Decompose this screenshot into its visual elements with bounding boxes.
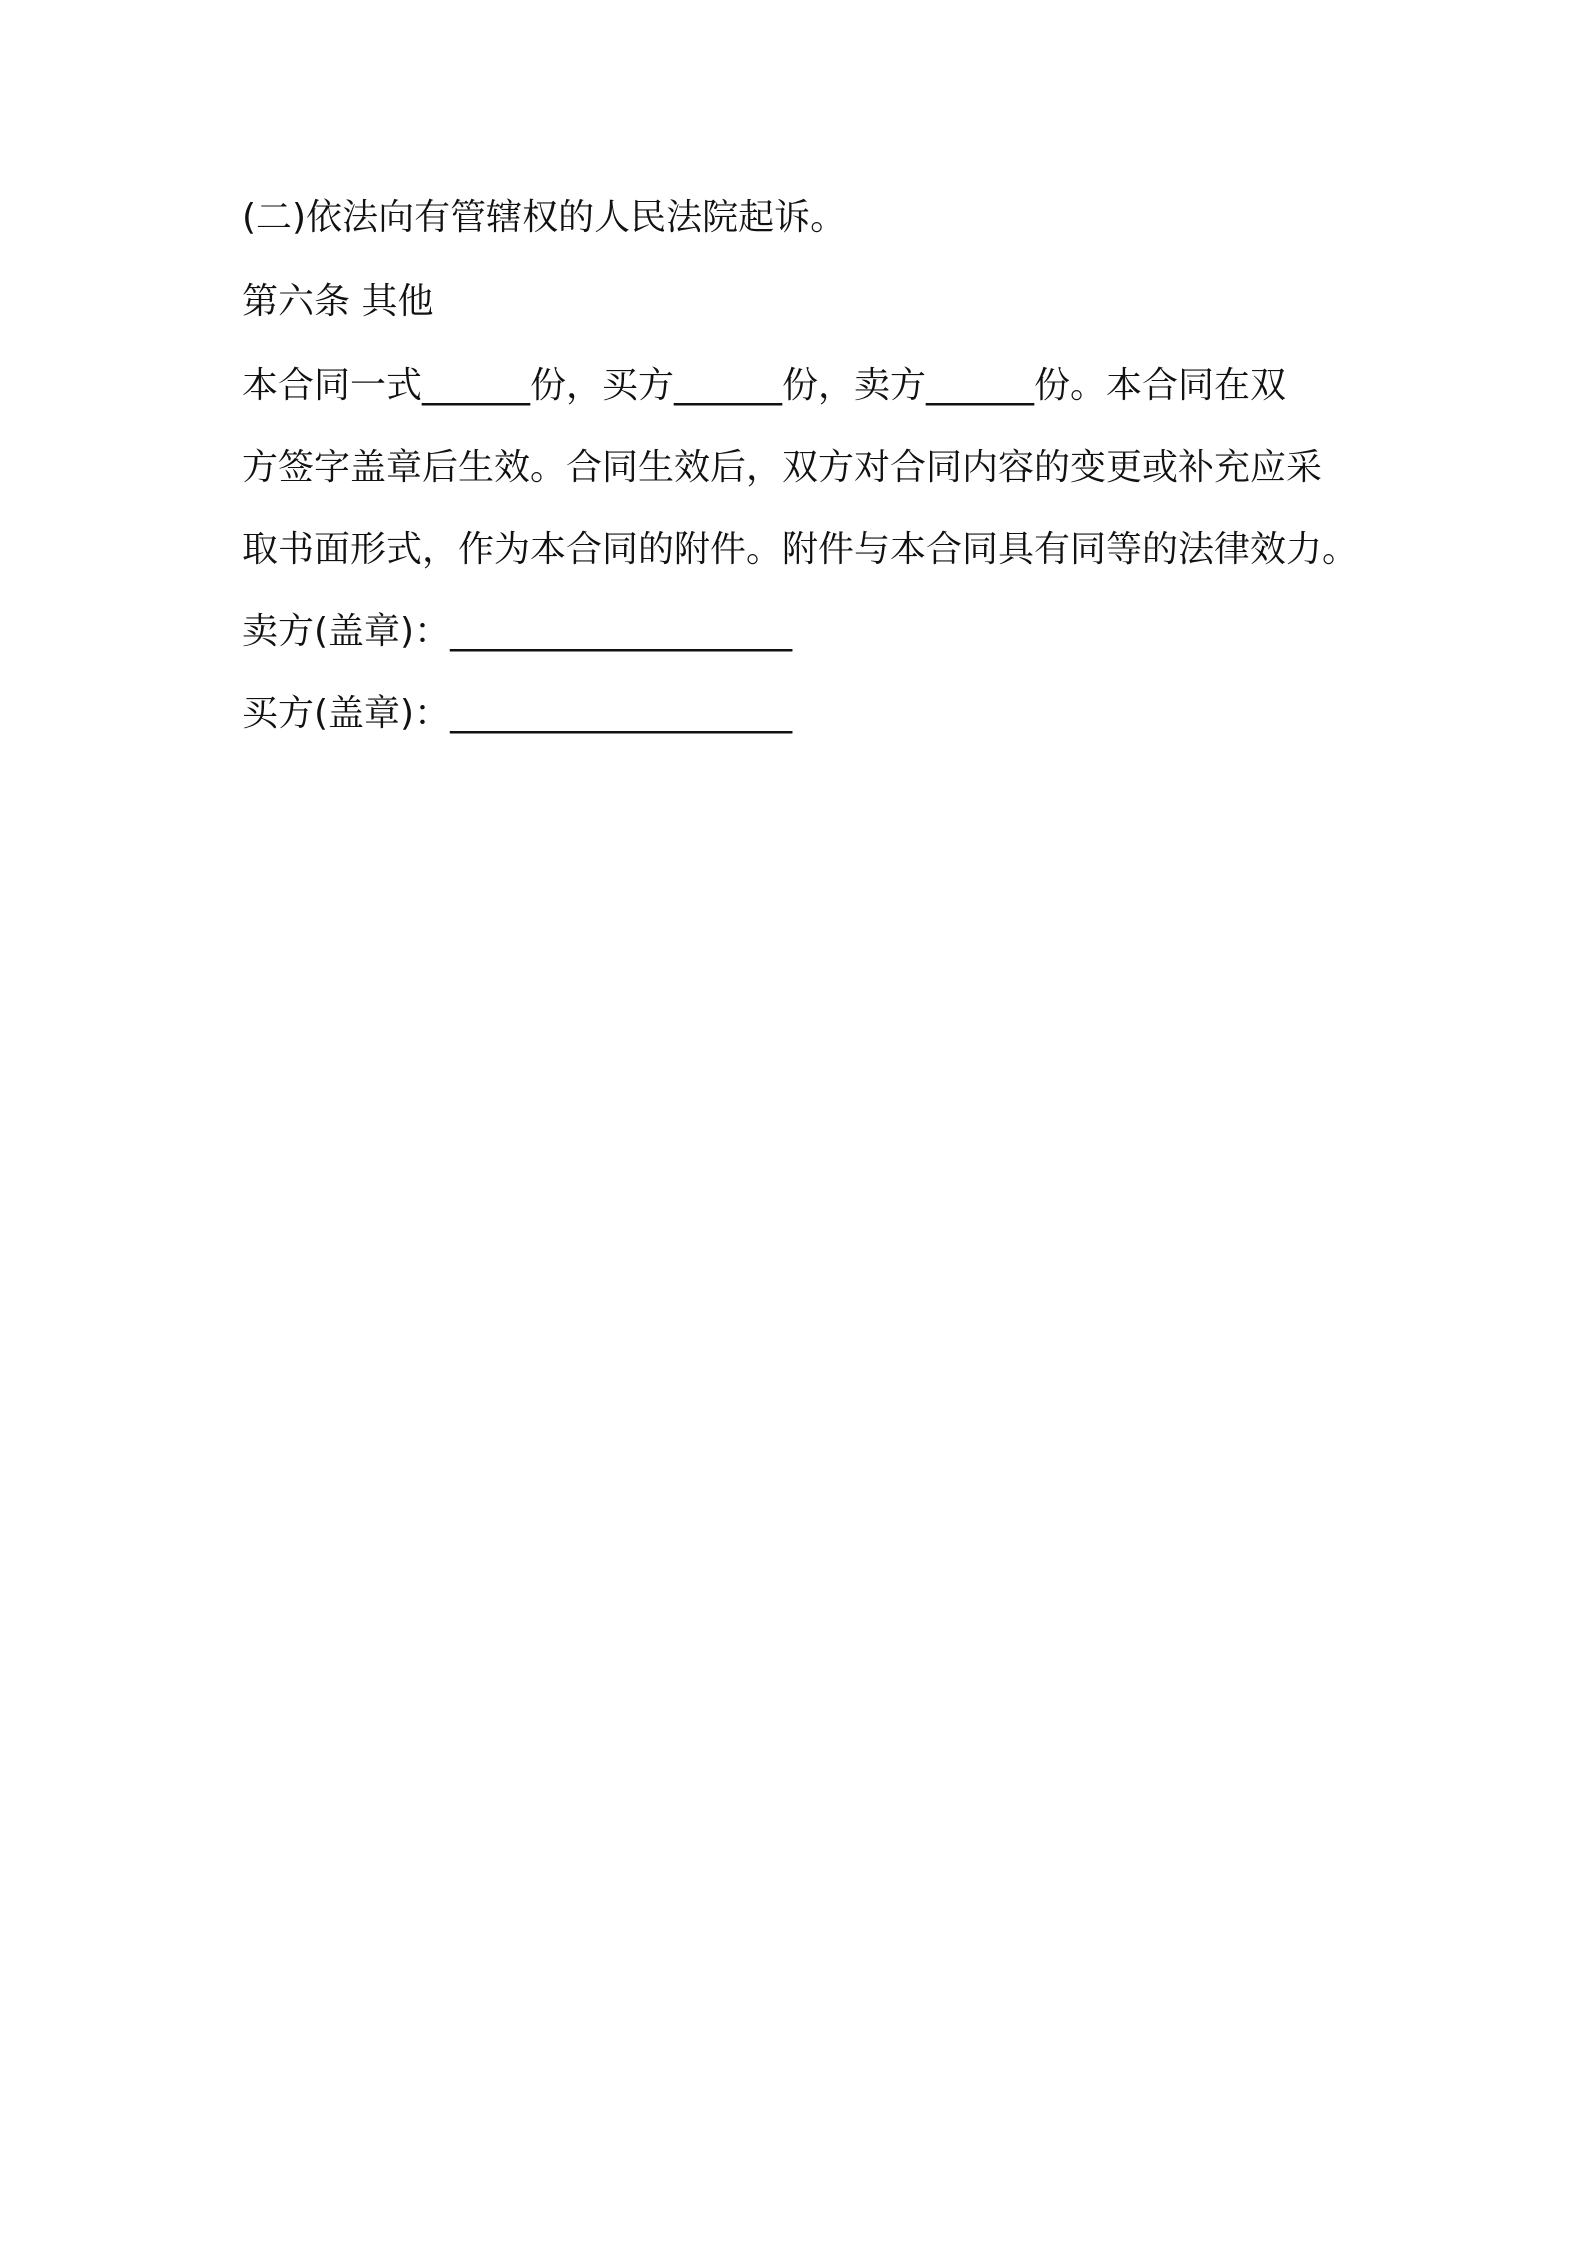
contract-copies-paragraph-line-3: 取书面形式，作为本合同的附件。附件与本合同具有同等的法律效力。 [242,529,1359,570]
seller-seal-line: 卖方(盖章)：___________________ [242,611,793,652]
clause-litigation: (二)依法向有管辖权的人民法院起诉。 [242,197,847,238]
article-six-heading: 第六条 其他 [242,281,434,322]
contract-copies-paragraph-line-2: 方签字盖章后生效。合同生效后，双方对合同内容的变更或补充应采 [242,447,1323,488]
buyer-seal-line: 买方(盖章)：___________________ [242,693,793,734]
contract-copies-paragraph-line-1: 本合同一式______份，买方______份，卖方______份。本合同在双 [242,365,1287,406]
